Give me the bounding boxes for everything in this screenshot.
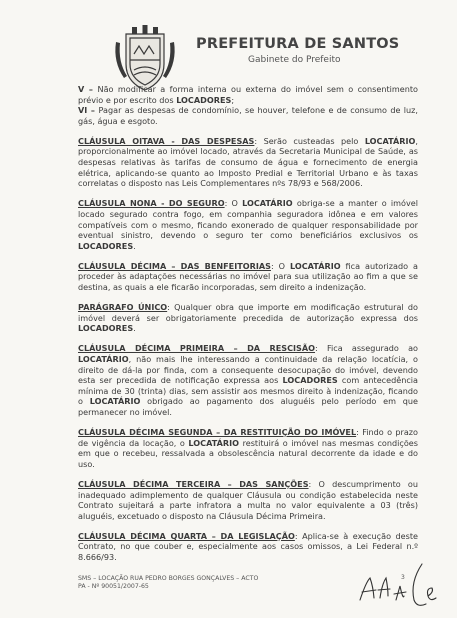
clause-bold-term: LOCADORES [78, 323, 134, 334]
footer-line-1: SMS – LOCAÇÃO RUA PEDRO BORGES GONÇALVES – ACTO [78, 575, 259, 582]
clause-heading: CLÁUSULA NONA - DO SEGURO [78, 198, 225, 209]
clause-text: : Serão custeadas pelo [254, 135, 365, 146]
clause-paragraph [78, 136, 418, 189]
clause-text: restituirá o imóvel nas mesmas condições em que o recebeu, ressalvada a obsolescência natural decorrente da idade e do uso. [78, 437, 418, 469]
clause-heading: PARÁGRAFO ÚNICO [78, 302, 168, 313]
item-number: V [78, 84, 85, 94]
clause-text: : O descumprimento ou inadequado adimplemento de qualquer Cláusula ou condição estabelecida neste Contrato sujeitará a parte infratora a multa no valor equivalente a 03 (três) aluguéis, excetuado o disposto na Cláusula Décima Primeira. [78, 478, 419, 521]
item-separator: – [84, 84, 98, 94]
clause-list [78, 136, 418, 563]
clause-bold-term: LOCATÁRIO [242, 198, 293, 209]
clause-bold-term: LOCADORES [78, 240, 134, 251]
page-number: 3 [401, 574, 405, 581]
item-v [78, 84, 418, 105]
header-subtitle: Gabinete do Prefeito [248, 55, 341, 65]
clause-heading: CLÁUSULA DÉCIMA – DAS BENFEITORIAS [78, 260, 271, 271]
contract-body [78, 84, 418, 572]
item-vi [78, 105, 418, 126]
clause-paragraph [78, 261, 418, 293]
clause-text: . [133, 240, 136, 251]
clause-text: : O [270, 260, 290, 271]
item-number: VI [78, 105, 88, 116]
clause-bold-term: LOCATÁRIO [289, 260, 341, 271]
clause-text: : Aplica-se à execução deste Contrato, no que couber e, especialmente aos casos omissos, a Lei Federal n.º 8.666/93. [78, 530, 419, 562]
item-tail: ; [231, 94, 235, 105]
clause-paragraph [78, 343, 418, 417]
item-text: Pagar as despesas de condomínio, se houver, telefone e de consumo de luz, gás, água e esgoto. [78, 105, 418, 126]
clause-text: : Fica assegurado ao [315, 343, 418, 354]
clause-text: : Findo o prazo de vigência da locação, o [78, 427, 419, 448]
clause-text: : Qualquer obra que importe em modificação estrutural do imóvel deverá ser obrigatoriamente precedida de autorização expressa dos [78, 302, 418, 323]
clause-text: obriga-se a manter o imóvel locado segurado contra fogo, em companhia seguradora idônea e em valores compatíveis com o mesmo, ficando exonerado de qualquer responsabilidade por eventual sinistro, devendo o seguro ter como beneficiários exclusivos os [78, 198, 418, 241]
clause-heading: CLÁUSULA DÉCIMA QUARTA – DA LEGISLAÇÃO [78, 530, 295, 541]
clause-bold-term: LOCADORES [282, 375, 338, 386]
clause-bold-term: LOCATÁRIO [89, 396, 141, 407]
header-title: PREFEITURA DE SANTOS [196, 36, 400, 52]
clause-heading: CLÁUSULA DÉCIMA TERCEIRA – DAS SANÇÕES [78, 478, 309, 489]
clause-paragraph [78, 479, 418, 521]
footer-reference [78, 575, 258, 591]
clause-paragraph [78, 531, 418, 563]
item-separator: – [87, 105, 99, 116]
clause-bold-term: LOCATÁRIO [364, 135, 416, 146]
clause-text: : O [224, 198, 243, 209]
clause-heading: CLÁUSULA OITAVA - DAS DESPESAS [78, 135, 255, 146]
clause-bold-term: LOCATÁRIO [188, 437, 240, 448]
item-text: Não modificar a forma interna ou externa do imóvel sem o consentimento prévio e por escrito dos [78, 84, 418, 105]
clause-text: . [133, 323, 136, 334]
clause-paragraph [78, 198, 418, 251]
footer-line-2: PA - Nº 90051/2007-65 [78, 583, 149, 590]
clause-text: fica autorizado a proceder às adaptações necessárias no imóvel para sua utilização ao fim a que se destina, as quais a ele ficarão incorporadas, sem direito a indenização. [78, 260, 419, 292]
clause-text: , não mais lhe interessando a continuidade da relação locatícia, o direito de dá-la por finda, com a consequente desocupação do imóvel, devendo esta ser precedida de notificação expressa aos [78, 353, 418, 386]
clause-heading: CLÁUSULA DÉCIMA PRIMEIRA – DA RESCISÃO [78, 343, 316, 354]
item-bold-term: LOCADORES [176, 94, 232, 105]
clause-text: obrigado ao pagamento dos aluguéis pelo período em que permanecer no imóvel. [78, 396, 418, 417]
clause-bold-term: LOCATÁRIO [78, 353, 129, 364]
clause-heading: CLÁUSULA DÉCIMA SEGUNDA – DA RESTITUIÇÃO DO IMÓVEL [78, 427, 357, 438]
clause-paragraph [78, 302, 418, 334]
signature-initials-icon [356, 560, 444, 610]
clause-text: , proporcionalmente ao imóvel locado, através da Secretaria Municipal de Saúde, as despesas relativas às tarifas de consumo de água e fornecimento de energia elétrica, aplicando-se quanto ao Imposto Predial e Territorial Urbano e às taxas correlatas o disposto nas Leis Complementares nºs 78/93 e 568/2006. [78, 135, 418, 189]
clause-paragraph [78, 427, 418, 469]
clause-text: com antecedência mínima de 30 (trinta) dias, sem assistir aos mesmos direito à indenização, ficando o [78, 375, 419, 407]
